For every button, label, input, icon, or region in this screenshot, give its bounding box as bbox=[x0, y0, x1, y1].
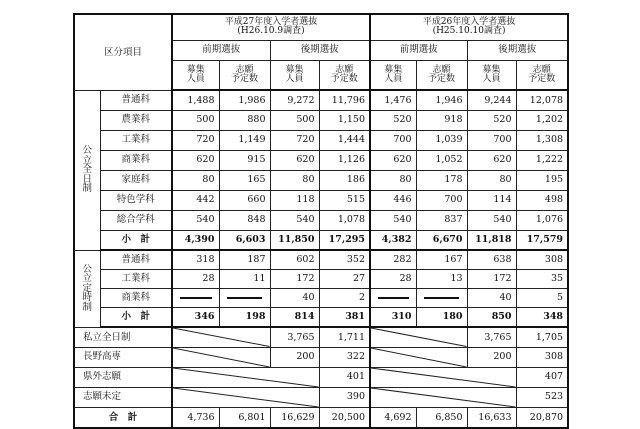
cell: 720 bbox=[270, 130, 319, 150]
cell: 12,078 bbox=[516, 90, 568, 110]
cell: 6,801 bbox=[219, 407, 270, 428]
year-h26-header bbox=[370, 14, 568, 40]
row-label: 工業科 bbox=[100, 269, 172, 288]
diagonal-empty-cell bbox=[172, 367, 319, 387]
cell: 178 bbox=[416, 170, 467, 190]
h26-kouki-boshu-header: 募集 人員 bbox=[467, 60, 516, 90]
admissions-table bbox=[73, 13, 569, 429]
diagonal-empty-cell bbox=[370, 387, 516, 407]
zennichi-subtotal-row bbox=[74, 230, 568, 250]
table-row bbox=[74, 288, 568, 307]
table-row bbox=[74, 269, 568, 288]
cell: 1,711 bbox=[319, 327, 370, 347]
cell: 1,444 bbox=[319, 130, 370, 150]
cell: 352 bbox=[319, 250, 370, 269]
cell: 500 bbox=[172, 110, 219, 130]
cell: 80 bbox=[172, 170, 219, 190]
table-row bbox=[74, 210, 568, 230]
zennichi-section-label: 公 立 全 日 制 bbox=[74, 90, 100, 250]
cell: 1,488 bbox=[172, 90, 219, 110]
cell: 1,476 bbox=[370, 90, 416, 110]
cell: 1,705 bbox=[516, 327, 568, 347]
cell: 660 bbox=[219, 190, 270, 210]
cell: 515 bbox=[319, 190, 370, 210]
cell: 11 bbox=[219, 269, 270, 288]
cell: 401 bbox=[319, 367, 370, 387]
cell: 28 bbox=[172, 269, 219, 288]
header-row-years bbox=[74, 14, 568, 40]
cell: 620 bbox=[370, 150, 416, 170]
cell: 1,078 bbox=[319, 210, 370, 230]
table-row bbox=[74, 170, 568, 190]
table-row bbox=[74, 367, 568, 387]
cell: 186 bbox=[319, 170, 370, 190]
cell: 918 bbox=[416, 110, 467, 130]
cell: 1,052 bbox=[416, 150, 467, 170]
cell: 17,579 bbox=[516, 230, 568, 250]
cell: 602 bbox=[270, 250, 319, 269]
cell: 700 bbox=[467, 130, 516, 150]
cell: 4,692 bbox=[370, 407, 416, 428]
cell: 880 bbox=[219, 110, 270, 130]
cell: 172 bbox=[270, 269, 319, 288]
cell: 11,850 bbox=[270, 230, 319, 250]
h26-kouki-header: 後期選抜 bbox=[467, 40, 568, 60]
cell: 500 bbox=[270, 110, 319, 130]
cell: 346 bbox=[172, 307, 219, 327]
row-label: 県外志願 bbox=[74, 367, 172, 387]
cell: 1,126 bbox=[319, 150, 370, 170]
cell: 20,500 bbox=[319, 407, 370, 428]
row-label: 商業科 bbox=[100, 288, 172, 307]
cell: 6,850 bbox=[416, 407, 467, 428]
teiji-section-label: 公 立 定 時 制 bbox=[74, 250, 100, 327]
cell: 20,870 bbox=[516, 407, 568, 428]
cell: 6,603 bbox=[219, 230, 270, 250]
h26-zenki-boshu-header: 募集 人員 bbox=[370, 60, 416, 90]
cell: 520 bbox=[370, 110, 416, 130]
cell: 180 bbox=[416, 307, 467, 327]
cell: 200 bbox=[467, 347, 516, 367]
row-label: 総合学科 bbox=[100, 210, 172, 230]
cell: 9,272 bbox=[270, 90, 319, 110]
cell: 720 bbox=[172, 130, 219, 150]
cell: 498 bbox=[516, 190, 568, 210]
cell: 3,765 bbox=[467, 327, 516, 347]
grand-total-row bbox=[74, 407, 568, 428]
diagonal-empty-cell bbox=[370, 367, 516, 387]
h26-zenki-shigan-header: 志願 予定数 bbox=[416, 60, 467, 90]
h26-kouki-shigan-header: 志願 予定数 bbox=[516, 60, 568, 90]
cell: 1,150 bbox=[319, 110, 370, 130]
cell: 381 bbox=[319, 307, 370, 327]
cell: 11,796 bbox=[319, 90, 370, 110]
row-label: 普通科 bbox=[100, 250, 172, 269]
h27-kouki-header: 後期選抜 bbox=[270, 40, 370, 60]
cell: 40 bbox=[270, 288, 319, 307]
year-h26-title: 平成26年度入学者選抜 bbox=[422, 17, 516, 28]
cell: 540 bbox=[172, 210, 219, 230]
row-label: 志願未定 bbox=[74, 387, 172, 407]
cell: 1,149 bbox=[219, 130, 270, 150]
row-label: 合 計 bbox=[74, 407, 172, 428]
diagonal-empty-cell bbox=[172, 347, 270, 367]
h27-kouki-shigan-header: 志願 予定数 bbox=[319, 60, 370, 90]
cell: 282 bbox=[370, 250, 416, 269]
row-label: 農業科 bbox=[100, 110, 172, 130]
cell: 837 bbox=[416, 210, 467, 230]
cell: 16,633 bbox=[467, 407, 516, 428]
cell: 4,736 bbox=[172, 407, 219, 428]
h27-zenki-boshu-header: 募集 人員 bbox=[172, 60, 219, 90]
cell: 3,765 bbox=[270, 327, 319, 347]
cell: 27 bbox=[319, 269, 370, 288]
year-h27-title: 平成27年度入学者選抜 bbox=[224, 17, 318, 28]
cell: 1,308 bbox=[516, 130, 568, 150]
cell: 620 bbox=[270, 150, 319, 170]
cell: 310 bbox=[370, 307, 416, 327]
cell: 9,244 bbox=[467, 90, 516, 110]
table-row bbox=[74, 190, 568, 210]
cell: 308 bbox=[516, 250, 568, 269]
cell: 80 bbox=[370, 170, 416, 190]
year-h26-survey: (H25.10.10調査) bbox=[432, 26, 506, 37]
cell: 11,818 bbox=[467, 230, 516, 250]
cell: 638 bbox=[467, 250, 516, 269]
cell: 390 bbox=[319, 387, 370, 407]
cell: 80 bbox=[467, 170, 516, 190]
diagonal-empty-cell bbox=[370, 347, 467, 367]
table-row bbox=[74, 90, 568, 110]
cell: 700 bbox=[370, 130, 416, 150]
cell: 523 bbox=[516, 387, 568, 407]
cell: 17,295 bbox=[319, 230, 370, 250]
cell: 167 bbox=[416, 250, 467, 269]
row-label: 工業科 bbox=[100, 130, 172, 150]
table-row bbox=[74, 347, 568, 367]
table-row bbox=[74, 327, 568, 347]
year-h27-survey: (H26.10.9調査) bbox=[237, 26, 305, 37]
cell: 348 bbox=[516, 307, 568, 327]
cell: 446 bbox=[370, 190, 416, 210]
h27-zenki-shigan-header: 志願 予定数 bbox=[219, 60, 270, 90]
table-row bbox=[74, 150, 568, 170]
dash-cell bbox=[172, 288, 219, 307]
cell: 848 bbox=[219, 210, 270, 230]
cell: 114 bbox=[467, 190, 516, 210]
cell: 16,629 bbox=[270, 407, 319, 428]
cell: 814 bbox=[270, 307, 319, 327]
cell: 520 bbox=[467, 110, 516, 130]
cell: 40 bbox=[467, 288, 516, 307]
row-label: 商業科 bbox=[100, 150, 172, 170]
cell: 80 bbox=[270, 170, 319, 190]
cell: 198 bbox=[219, 307, 270, 327]
cell: 118 bbox=[270, 190, 319, 210]
cell: 172 bbox=[467, 269, 516, 288]
dash-cell bbox=[370, 288, 416, 307]
dash-cell bbox=[416, 288, 467, 307]
cell: 165 bbox=[219, 170, 270, 190]
cell: 322 bbox=[319, 347, 370, 367]
cell: 4,390 bbox=[172, 230, 219, 250]
cell: 540 bbox=[270, 210, 319, 230]
kubun-header: 区分項目 bbox=[74, 14, 172, 90]
cell: 540 bbox=[370, 210, 416, 230]
row-label: 小 計 bbox=[100, 230, 172, 250]
cell: 35 bbox=[516, 269, 568, 288]
cell: 700 bbox=[416, 190, 467, 210]
cell: 200 bbox=[270, 347, 319, 367]
cell: 850 bbox=[467, 307, 516, 327]
cell: 620 bbox=[172, 150, 219, 170]
cell: 915 bbox=[219, 150, 270, 170]
cell: 1,222 bbox=[516, 150, 568, 170]
cell: 2 bbox=[319, 288, 370, 307]
cell: 1,986 bbox=[219, 90, 270, 110]
cell: 407 bbox=[516, 367, 568, 387]
cell: 308 bbox=[516, 347, 568, 367]
cell: 13 bbox=[416, 269, 467, 288]
cell: 1,039 bbox=[416, 130, 467, 150]
row-label: 私立全日制 bbox=[74, 327, 172, 347]
diagonal-empty-cell bbox=[172, 387, 319, 407]
cell: 6,670 bbox=[416, 230, 467, 250]
h26-zenki-header: 前期選抜 bbox=[370, 40, 467, 60]
row-label: 普通科 bbox=[100, 90, 172, 110]
table-row bbox=[74, 250, 568, 269]
h27-zenki-header: 前期選抜 bbox=[172, 40, 270, 60]
row-label: 特色学科 bbox=[100, 190, 172, 210]
diagonal-empty-cell bbox=[172, 327, 270, 347]
cell: 4,382 bbox=[370, 230, 416, 250]
row-label: 長野高専 bbox=[74, 347, 172, 367]
cell: 620 bbox=[467, 150, 516, 170]
cell: 318 bbox=[172, 250, 219, 269]
cell: 187 bbox=[219, 250, 270, 269]
table-row bbox=[74, 387, 568, 407]
cell: 28 bbox=[370, 269, 416, 288]
table-row bbox=[74, 130, 568, 150]
cell: 442 bbox=[172, 190, 219, 210]
cell: 5 bbox=[516, 288, 568, 307]
row-label: 小 計 bbox=[100, 307, 172, 327]
cell: 1,946 bbox=[416, 90, 467, 110]
cell: 1,076 bbox=[516, 210, 568, 230]
dash-cell bbox=[219, 288, 270, 307]
cell: 1,202 bbox=[516, 110, 568, 130]
h27-kouki-boshu-header: 募集 人員 bbox=[270, 60, 319, 90]
year-h27-header bbox=[172, 14, 370, 40]
cell: 195 bbox=[516, 170, 568, 190]
cell: 540 bbox=[467, 210, 516, 230]
row-label: 家庭科 bbox=[100, 170, 172, 190]
teiji-subtotal-row bbox=[74, 307, 568, 327]
table-row bbox=[74, 110, 568, 130]
diagonal-empty-cell bbox=[370, 327, 467, 347]
